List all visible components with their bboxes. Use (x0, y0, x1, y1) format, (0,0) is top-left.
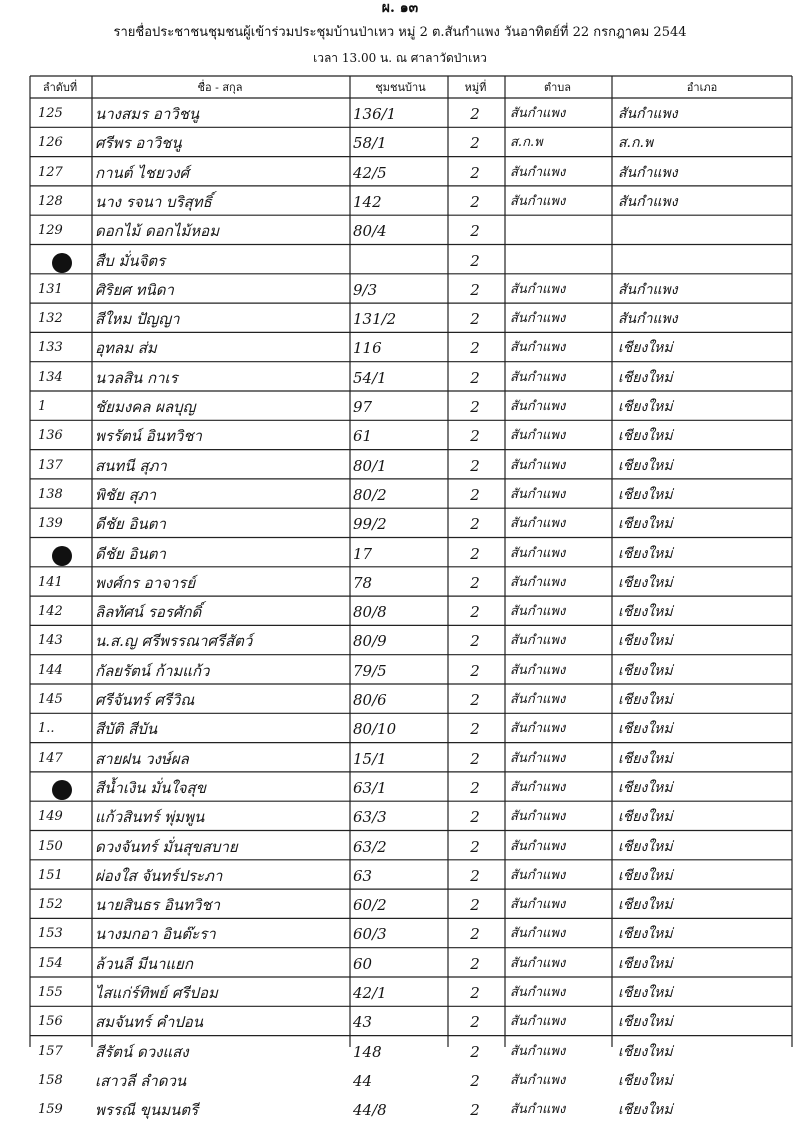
row-number: 151 (38, 867, 63, 883)
row-moo: 2 (470, 134, 480, 153)
row-name: ผ่องใส จันทร์ประภา (95, 866, 223, 885)
table-row (0, 684, 800, 713)
row-amphoe: เชียงใหม่ (618, 604, 673, 621)
row-amphoe: เชียงใหม่ (618, 721, 673, 738)
row-name: สีรัตน์ ดวงแสง (95, 1042, 189, 1061)
row-tambon: สันกำแพง (510, 838, 566, 854)
row-amphoe: เชียงใหม่ (618, 809, 673, 826)
row-house-number: 63/2 (353, 837, 387, 856)
column-header-house: ชุมชนบ้าน (375, 81, 426, 94)
row-moo: 2 (470, 544, 480, 563)
row-number: 144 (38, 662, 63, 678)
row-moo: 2 (470, 778, 480, 797)
table-row (0, 1036, 800, 1065)
row-house-number: 42/1 (353, 984, 387, 1002)
row-tambon (510, 250, 608, 272)
row-amphoe: เชียงใหม่ (618, 399, 673, 415)
table-row (0, 274, 800, 303)
row-tambon: สันกำแพง (510, 750, 566, 766)
row-moo: 2 (470, 368, 480, 387)
table-row (0, 948, 800, 977)
row-tambon: สันกำแพง (510, 311, 566, 327)
row-amphoe (618, 250, 790, 272)
table-row (0, 332, 800, 361)
table-row (0, 743, 800, 772)
row-house-number: 136/1 (353, 105, 397, 123)
row-tambon: สันกำแพง (510, 106, 566, 121)
row-house-number: 80/6 (353, 691, 387, 709)
row-tambon: สันกำแพง (510, 604, 566, 620)
row-number: 153 (38, 926, 63, 942)
table-row (0, 1065, 800, 1094)
row-number: 142 (38, 604, 63, 620)
row-name: สายฝน วงษ์ผล (95, 749, 189, 768)
row-moo: 2 (470, 749, 480, 768)
row-moo: 2 (470, 456, 480, 475)
row-amphoe: เชียงใหม่ (618, 574, 673, 591)
table-row (0, 391, 800, 420)
row-number: 143 (38, 633, 63, 649)
row-tambon: สันกำแพง (510, 1102, 566, 1118)
row-tambon: สันกำแพง (510, 779, 566, 795)
row-name: ศรีพร อาวิชนู (95, 134, 182, 153)
row-name: สีน้ำเงิน มั่นใจสุข (95, 778, 206, 797)
row-tambon: สันกำแพง (510, 955, 566, 971)
row-amphoe: สันกำแพง (618, 106, 678, 122)
row-tambon: สันกำแพง (510, 1072, 566, 1088)
row-name: ดวงจันทร์ มั่นสุขสบาย (95, 837, 238, 856)
row-house-number: 60 (353, 954, 373, 973)
table-row (0, 713, 800, 742)
table-row (0, 98, 800, 127)
row-house-number: 116 (353, 339, 382, 358)
row-tambon: สันกำแพง (510, 926, 566, 942)
row-moo: 2 (470, 485, 480, 504)
row-number: 126 (38, 135, 63, 151)
row-moo: 2 (470, 1101, 480, 1120)
row-tambon: สันกำแพง (510, 428, 566, 444)
row-name: พงศ์กร อาจารย์ (95, 573, 196, 592)
row-name: สืบ มั่นจิตร (95, 251, 166, 270)
row-house-number: 80/2 (353, 485, 387, 504)
row-house-number: 80/1 (353, 456, 387, 475)
row-moo: 2 (470, 1013, 480, 1032)
row-house-number: 63/1 (353, 778, 387, 797)
row-house-number: 61 (353, 427, 373, 446)
row-number: 1 (38, 399, 47, 414)
row-tambon: สันกำแพง (510, 985, 566, 1000)
row-amphoe: เชียงใหม่ (618, 428, 673, 445)
table-row (0, 625, 800, 654)
row-name: ชัยมงคล ผลบุญ (95, 398, 196, 416)
row-moo: 2 (470, 720, 480, 739)
table-row (0, 918, 800, 947)
row-house-number: 63/3 (353, 808, 387, 827)
row-amphoe: ส.ก.พ (618, 135, 654, 152)
row-tambon: สันกำแพง (510, 633, 566, 649)
column-header-tambon: ตำบล (543, 81, 572, 94)
row-number: 152 (38, 897, 63, 913)
row-amphoe: เชียงใหม่ (618, 633, 673, 650)
row-moo: 2 (470, 837, 480, 856)
table-row (0, 538, 800, 567)
row-amphoe: สันกำแพง (618, 311, 678, 328)
row-moo: 2 (470, 310, 480, 329)
table-row (0, 450, 800, 479)
row-house-number: 44 (353, 1071, 373, 1090)
row-name: ดีชัย อินตา (95, 544, 166, 563)
row-name: นายสินธร อินทวิชา (95, 896, 221, 915)
table-row (0, 303, 800, 332)
row-name: กานต์ ไชยวงศ์ (95, 163, 190, 182)
row-moo: 2 (470, 280, 480, 299)
row-name: ดอกไม้ ดอกไม้หอม (95, 222, 220, 241)
row-number: 156 (38, 1014, 63, 1030)
row-amphoe: เชียงใหม่ (618, 516, 673, 533)
row-house-number: 80/4 (353, 222, 387, 241)
row-tambon: สันกำแพง (510, 809, 566, 825)
row-tambon: สันกำแพง (510, 692, 566, 707)
table-row (0, 420, 800, 449)
table-row (0, 157, 800, 186)
row-amphoe: เชียงใหม่ (618, 867, 673, 884)
row-name: ล้วนลี มีนาแยก (95, 954, 193, 973)
row-tambon: สันกำแพง (510, 662, 566, 678)
row-name: ไสแก่ร์ทิพย์ ศรีปอม (95, 984, 218, 1002)
row-tambon: สันกำแพง (510, 721, 566, 737)
row-moo: 2 (470, 192, 480, 211)
table-row (0, 215, 800, 244)
row-name: ศิริยศ ทนิดา (95, 280, 174, 299)
row-tambon: สันกำแพง (510, 486, 566, 502)
table-row (0, 567, 800, 596)
table-row (0, 508, 800, 537)
row-moo: 2 (470, 222, 480, 241)
row-house-number: 97 (353, 398, 373, 416)
row-name: ลิลทัศน์ รอรศักดิ์ (95, 603, 202, 622)
row-moo: 2 (470, 808, 480, 827)
row-amphoe: เชียงใหม่ (618, 662, 673, 679)
row-tambon: สันกำแพง (510, 1043, 566, 1059)
row-number: 154 (38, 955, 63, 971)
row-tambon: สันกำแพง (510, 457, 566, 473)
table-row (0, 1094, 800, 1123)
row-number: 159 (38, 1102, 63, 1118)
row-tambon: สันกำแพง (510, 1014, 566, 1030)
row-number: 145 (38, 692, 63, 707)
row-moo: 2 (470, 954, 480, 973)
row-tambon: สันกำแพง (510, 545, 566, 561)
row-amphoe: เชียงใหม่ (618, 369, 673, 386)
row-number: 132 (38, 311, 63, 327)
row-amphoe: เชียงใหม่ (618, 897, 673, 914)
row-tambon: สันกำแพง (510, 574, 566, 590)
row-number (38, 777, 86, 799)
row-number (38, 250, 86, 272)
row-moo: 2 (470, 691, 480, 709)
row-number: 158 (38, 1072, 63, 1088)
row-amphoe: เชียงใหม่ (618, 1043, 673, 1060)
row-house-number: 80/10 (353, 720, 397, 739)
row-house-number: 17 (353, 544, 373, 563)
row-moo: 2 (470, 866, 480, 885)
row-amphoe: เชียงใหม่ (618, 1102, 673, 1119)
row-name: นางมกอา อินต๊ะรา (95, 925, 216, 944)
row-moo: 2 (470, 427, 480, 446)
table-row (0, 1006, 800, 1035)
document-title: รายชื่อประชาชนชุมชนผู้เข้าร่วมประชุมบ้านป่าเหว หมู่ 2 ต.สันกำแพง วันอาทิตย์ที่ 22 กรกฎาคม 2544 (113, 25, 687, 40)
row-house-number: 60/3 (353, 925, 387, 944)
row-house-number: 148 (353, 1042, 382, 1061)
document-subtitle: เวลา 13.00 น. ณ ศาลาวัดป่าเหว (313, 51, 487, 65)
row-amphoe: เชียงใหม่ (618, 1014, 673, 1031)
table-row (0, 860, 800, 889)
table-row (0, 186, 800, 215)
table-row (0, 596, 800, 625)
column-header-moo: หมู่ที่ (464, 81, 487, 94)
row-house-number (353, 250, 433, 272)
row-amphoe: เชียงใหม่ (618, 838, 673, 855)
row-amphoe: เชียงใหม่ (618, 926, 673, 943)
row-moo: 2 (470, 661, 480, 680)
row-house-number: 131/2 (353, 310, 397, 329)
row-moo: 2 (470, 925, 480, 944)
row-number: 149 (38, 809, 63, 825)
row-amphoe: เชียงใหม่ (618, 457, 673, 474)
row-name: สีใหม ปัญญา (95, 310, 180, 329)
row-amphoe: เชียงใหม่ (618, 545, 673, 562)
row-name: สีบัติ สีบัน (95, 720, 158, 739)
table-header (0, 74, 800, 98)
row-amphoe: สันกำแพง (618, 193, 678, 210)
row-tambon: สันกำแพง (510, 369, 566, 385)
row-number: 139 (38, 516, 63, 532)
row-house-number: 142 (353, 192, 382, 211)
row-amphoe: เชียงใหม่ (618, 750, 673, 767)
row-amphoe: เชียงใหม่ (618, 340, 673, 357)
row-name: แก้วสินทร์ พุ่มพูน (95, 808, 205, 827)
row-moo: 2 (470, 1042, 480, 1061)
row-moo: 2 (470, 339, 480, 358)
row-number: 1.. (38, 721, 55, 737)
row-moo: 2 (470, 603, 480, 622)
row-house-number: 9/3 (353, 280, 378, 299)
column-header-amphoe: อำเภอ (686, 81, 718, 94)
row-house-number: 63 (353, 866, 373, 885)
row-number: 141 (38, 574, 63, 590)
row-name: นางสมร อาวิชนู (95, 105, 200, 123)
table-row (0, 801, 800, 830)
row-house-number: 60/2 (353, 896, 387, 915)
row-number: 133 (38, 340, 63, 356)
row-number: 137 (38, 457, 63, 473)
row-name: นาง รจนา บริสุทธิ์ (95, 192, 212, 211)
row-amphoe: เชียงใหม่ (618, 692, 673, 708)
row-name: นวลสิน กาเร (95, 368, 178, 387)
row-amphoe: สันกำแพง (618, 164, 678, 181)
row-tambon (510, 220, 608, 242)
row-house-number: 78 (353, 573, 373, 592)
row-house-number: 80/8 (353, 603, 387, 622)
row-number: 128 (38, 193, 63, 209)
row-number: 134 (38, 369, 63, 385)
row-tambon: สันกำแพง (510, 281, 566, 297)
row-tambon: สันกำแพง (510, 164, 566, 180)
table-row (0, 977, 800, 1006)
row-house-number: 80/9 (353, 632, 387, 651)
row-tambon: สันกำแพง (510, 193, 566, 209)
column-header-no: ลำดับที่ (42, 81, 78, 94)
row-name: สมจันทร์ คำปอน (95, 1013, 204, 1032)
row-house-number: 44/8 (353, 1101, 387, 1120)
row-moo: 2 (470, 105, 480, 123)
row-name: พิชัย สุภา (95, 485, 157, 504)
row-number: 129 (38, 223, 63, 239)
row-tambon: สันกำแพง (510, 340, 566, 356)
row-moo: 2 (470, 1071, 480, 1090)
row-moo: 2 (470, 896, 480, 915)
table-row (0, 362, 800, 391)
row-name: ศรีจันทร์ ศรีวิณ (95, 691, 195, 709)
row-number (38, 543, 86, 565)
row-amphoe (618, 220, 790, 242)
table-row (0, 772, 800, 801)
row-house-number: 79/5 (353, 661, 387, 680)
row-amphoe: เชียงใหม่ (618, 1072, 673, 1089)
row-number: 136 (38, 428, 63, 444)
table-row (0, 889, 800, 918)
row-number: 125 (38, 106, 63, 121)
row-amphoe: เชียงใหม่ (618, 985, 673, 1001)
row-moo: 2 (470, 251, 480, 270)
row-tambon: ส.ก.พ (510, 135, 543, 151)
row-tambon: สันกำแพง (510, 516, 566, 532)
row-name: พรรณี ขุนมนตรี (95, 1101, 199, 1120)
row-name: พรรัตน์ อินทวิชา (95, 427, 202, 446)
table-row (0, 831, 800, 860)
row-number: 150 (38, 838, 63, 854)
row-number: 138 (38, 486, 63, 502)
row-name: ดีชัย อินตา (95, 515, 166, 534)
row-number: 155 (38, 985, 63, 1000)
row-amphoe: เชียงใหม่ (618, 779, 673, 796)
row-moo: 2 (470, 398, 480, 416)
row-house-number: 15/1 (353, 749, 387, 768)
row-moo: 2 (470, 163, 480, 182)
row-moo: 2 (470, 984, 480, 1002)
row-moo: 2 (470, 632, 480, 651)
row-name: กัลยรัตน์ ก้ามแก้ว (95, 661, 210, 680)
row-amphoe: สันกำแพง (618, 281, 678, 298)
row-name: เสาวลี ลำดวน (95, 1071, 187, 1090)
row-tambon: สันกำแพง (510, 399, 566, 414)
row-name: น.ส.ญ ศรีพรรณาศรีสัตว์ (95, 632, 253, 651)
form-code: ผ. ๑๓ (381, 0, 419, 16)
row-number: 157 (38, 1043, 63, 1059)
row-number: 147 (38, 750, 63, 766)
row-number: 127 (38, 164, 63, 180)
row-house-number: 54/1 (353, 368, 387, 387)
row-house-number: 58/1 (353, 134, 387, 153)
row-name: อุทลม ส่ม (95, 339, 157, 358)
row-moo: 2 (470, 515, 480, 534)
row-amphoe: เชียงใหม่ (618, 486, 673, 503)
row-moo: 2 (470, 573, 480, 592)
row-tambon: สันกำแพง (510, 867, 566, 883)
row-number: 131 (38, 281, 63, 297)
row-name: สนทนี สุภา (95, 456, 167, 475)
table-row (0, 479, 800, 508)
table-row (0, 655, 800, 684)
row-house-number: 43 (353, 1013, 373, 1032)
row-house-number: 42/5 (353, 163, 387, 182)
table-row (0, 245, 800, 274)
table-row (0, 127, 800, 156)
column-header-name: ชื่อ - สกุล (197, 81, 243, 94)
row-amphoe: เชียงใหม่ (618, 955, 673, 972)
row-house-number: 99/2 (353, 515, 387, 534)
row-tambon: สันกำแพง (510, 897, 566, 913)
